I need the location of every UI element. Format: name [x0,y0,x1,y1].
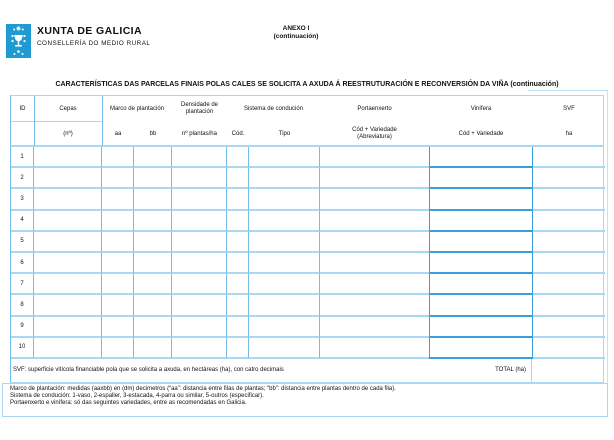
cell-bb[interactable] [134,211,172,232]
cell-vinifera[interactable] [429,317,533,338]
cell-vinifera[interactable] [429,211,533,232]
cell-bb[interactable] [134,253,172,274]
svf-definition: SVF: superficie vitícola financiable pola que se solicita a axuda, en hectáreas (ha), con catro decimais [13,367,284,374]
cell-portaenxerto[interactable] [320,338,429,359]
cell-cod[interactable] [227,338,249,359]
subheader-plantas-ha: nº plantas/ha [182,130,217,137]
cell-tipo[interactable] [249,147,320,168]
cell-aa[interactable] [102,189,134,210]
cell-bb[interactable] [134,168,172,189]
cell-aa[interactable] [102,317,134,338]
cell-tipo[interactable] [249,189,320,210]
cell-cepas[interactable] [34,147,102,168]
cell-cod[interactable] [227,295,249,316]
cell-portaenxerto[interactable] [320,232,429,253]
cell-plantas-ha[interactable] [172,211,227,232]
cell-aa[interactable] [102,168,134,189]
cell-cod[interactable] [227,189,249,210]
cell-vinifera[interactable] [429,147,533,168]
cell-plantas-ha[interactable] [172,295,227,316]
footer-left-cell [11,359,531,382]
cell-tipo[interactable] [249,295,320,316]
cell-bb[interactable] [134,338,172,359]
header-vertical-line-id [34,96,35,146]
row-id-label: 7 [11,274,34,295]
cell-aa[interactable] [102,274,134,295]
total-ha-label: TOTAL (ha) [495,367,526,374]
document-title: CARACTERÍSTICAS DAS PARCELAS FINAIS POLAS CALES SE SOLICITA A AXUDA Á REESTRUTURACIÓN E RECONVERSIÓN DA VIÑA (continuación) [55,81,559,88]
cell-portaenxerto[interactable] [320,317,429,338]
footnote-portaenxerto: Portaenxerto e vinífera: só das seguintes variedades, entre as recomendadas en Galicia. [10,400,247,407]
cell-tipo[interactable] [249,317,320,338]
cell-tipo[interactable] [249,168,320,189]
cell-portaenxerto[interactable] [320,274,429,295]
cell-svf[interactable] [533,317,605,338]
cell-aa[interactable] [102,211,134,232]
cell-portaenxerto[interactable] [320,253,429,274]
cell-portaenxerto[interactable] [320,189,429,210]
cell-svf[interactable] [533,147,605,168]
col-header-id: ID [19,105,26,112]
row-id-label: 9 [11,317,34,338]
cell-cod[interactable] [227,147,249,168]
row-id-label: 2 [11,168,34,189]
cell-cepas[interactable] [34,338,102,359]
subheader-portaenxerto-line2: (Abreviatura) [357,134,392,140]
row-id-label: 3 [11,189,34,210]
cell-plantas-ha[interactable] [172,274,227,295]
cell-svf[interactable] [533,253,605,274]
table-header [10,95,604,147]
brand-department: CONSELLERÍA DO MEDIO RURAL [37,40,151,47]
cell-vinifera[interactable] [429,232,533,253]
subheader-aa: aa [114,130,122,137]
cell-cepas[interactable] [34,211,102,232]
cell-tipo[interactable] [249,253,320,274]
brand-name: XUNTA DE GALICIA [37,25,142,37]
cell-plantas-ha[interactable] [172,147,227,168]
cell-bb[interactable] [134,147,172,168]
cell-aa[interactable] [102,253,134,274]
cell-bb[interactable] [134,232,172,253]
cell-cod[interactable] [227,274,249,295]
row-id-label: 6 [11,253,34,274]
cell-bb[interactable] [134,317,172,338]
cell-portaenxerto[interactable] [320,147,429,168]
cell-cepas[interactable] [34,295,102,316]
cell-svf[interactable] [533,338,605,359]
table-footer [10,359,604,383]
footnote-sistema: Sistema de condución: 1-vaso, 2-espaller, 3-estacada, 4-parra ou similar, 5-outros (especificar). [10,393,264,400]
cell-aa[interactable] [102,338,134,359]
total-ha-value-cell[interactable] [531,359,603,382]
row-id-label: 4 [11,211,34,232]
subheader-cepas-n: (nº) [63,130,73,137]
cell-vinifera[interactable] [429,338,533,359]
table-body [10,147,604,359]
cell-vinifera[interactable] [429,253,533,274]
col-header-densidade: Densidade de plantación [180,102,219,115]
cell-cod[interactable] [227,168,249,189]
col-header-svf: SVF [563,105,575,112]
cell-svf[interactable] [533,295,605,316]
cell-cod[interactable] [227,211,249,232]
cell-vinifera[interactable] [429,295,533,316]
cell-plantas-ha[interactable] [172,232,227,253]
row-id-label: 5 [11,232,34,253]
subheader-ha: ha [565,130,573,137]
col-header-marco: Marco de plantación [109,105,165,112]
cell-plantas-ha[interactable] [172,338,227,359]
col-header-cepas: Cepas [59,105,77,112]
cell-plantas-ha[interactable] [172,189,227,210]
subheader-portaenxerto-variedade [320,122,429,146]
cell-cepas[interactable] [34,189,102,210]
cell-aa[interactable] [102,232,134,253]
cell-cod[interactable] [227,253,249,274]
cell-bb[interactable] [134,274,172,295]
cell-cepas[interactable] [34,274,102,295]
parcels-table [10,95,604,383]
subheader-vinifera-variedade: Cód + Variedade [458,130,504,137]
page-frame-top-line [528,90,608,91]
cell-portaenxerto[interactable] [320,211,429,232]
cell-tipo[interactable] [249,211,320,232]
cell-svf[interactable] [533,274,605,295]
annex-line2: (continuación) [273,32,319,40]
cell-cepas[interactable] [34,253,102,274]
cell-cepas[interactable] [34,317,102,338]
cell-portaenxerto[interactable] [320,168,429,189]
cell-plantas-ha[interactable] [172,168,227,189]
subheader-tipo: Tipo [278,130,291,137]
cell-portaenxerto[interactable] [320,295,429,316]
annex-heading [0,25,592,40]
footnotes-box [2,383,608,417]
cell-svf[interactable] [533,168,605,189]
page-frame-right-line [607,90,608,383]
col-header-portaenxerto: Portaenxerto [357,105,392,112]
row-id-label: 1 [11,147,34,168]
cell-cepas[interactable] [34,232,102,253]
cell-tipo[interactable] [249,232,320,253]
cell-svf[interactable] [533,211,605,232]
annex-line1: ANEXO I [282,25,310,32]
subheader-bb: bb [149,130,157,137]
cell-cod[interactable] [227,232,249,253]
cell-vinifera[interactable] [429,274,533,295]
cell-cod[interactable] [227,317,249,338]
cell-plantas-ha[interactable] [172,253,227,274]
header-vertical-line-cepas [102,96,103,146]
cell-svf[interactable] [533,232,605,253]
col-header-vinifera: Vinífera [470,105,492,112]
footnote-marco: Marco de plantación: medidas (aaxbb) en (dm) decimetros (“aa”: distancia entre filas de plantas; “bb”: distancia entre plantas dentro de cada fila). [10,386,396,392]
cell-tipo[interactable] [249,338,320,359]
col-header-sistema: Sistema de condución [243,105,304,112]
cell-svf[interactable] [533,189,605,210]
header-divider-line [11,121,102,122]
cell-aa[interactable] [102,147,134,168]
row-id-label: 8 [11,295,34,316]
subheader-portaenxerto-line1: Cód + Variedade [352,127,397,133]
row-id-label: 10 [11,338,34,359]
cell-cepas[interactable] [34,168,102,189]
cell-aa[interactable] [102,295,134,316]
cell-bb[interactable] [134,295,172,316]
cell-bb[interactable] [134,189,172,210]
cell-vinifera[interactable] [429,189,533,210]
cell-plantas-ha[interactable] [172,317,227,338]
cell-vinifera[interactable] [429,168,533,189]
cell-tipo[interactable] [249,274,320,295]
subheader-cod: Cód. [231,130,245,137]
